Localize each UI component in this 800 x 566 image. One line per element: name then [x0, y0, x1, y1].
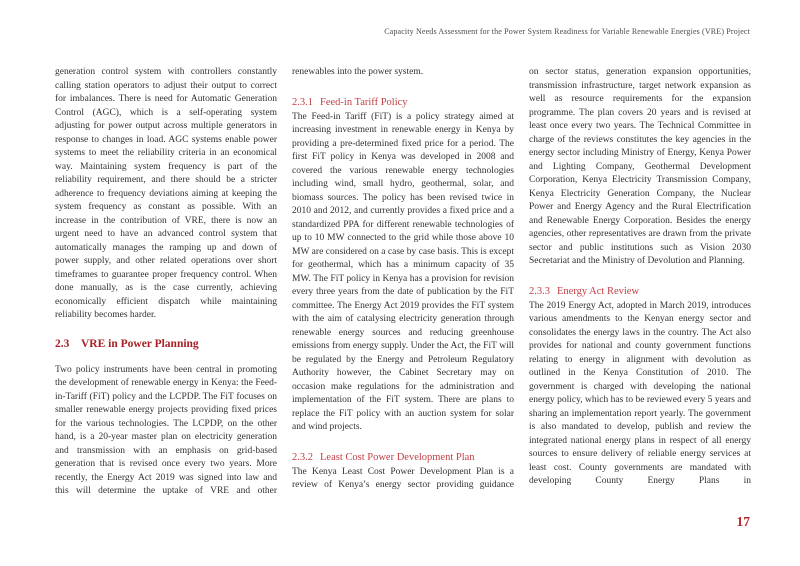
column-2	[292, 66, 514, 499]
section-title: VRE in Power Planning	[81, 337, 199, 350]
paragraph-agc-continuation: generation control system with controllers constantly calling station operators to adjust their output to correct for imbalances. There is need for Automatic Generation Control (AGC), which is a self-operating system adjusting for power output across multiple generators in response to changes in load. AGC systems enable power systems to meet the reliability criteria in an economical way. Maintaining system frequency is part of the reliability requirement, and there should be a stricter adherence to frequency deviations aiming at keeping the system frequency as constant as possible. With an increase in the contribution of VRE, there is now an urgent need to have an advanced control system that automatically manages the ramping up and down of power supply, and other related operations over short timeframes to guarantee proper frequency control. When done manually, as is the case currently, achieving economically efficient dispatch while maintaining reliability becomes harder.	[55, 67, 277, 320]
subsection-heading-2-3-1	[292, 96, 514, 110]
subsection-title: Energy Act Review	[557, 285, 640, 297]
column-1	[55, 66, 277, 499]
paragraph-renewables-continuation: renewables into the power system.	[292, 67, 424, 77]
section-number: 2.3	[55, 337, 70, 350]
subsection-number: 2.3.3	[529, 285, 550, 297]
subsection-title: Least Cost Power Development Plan	[320, 451, 475, 463]
subsection-title: Feed-in Tariff Policy	[320, 96, 408, 108]
subsection-number: 2.3.1	[292, 96, 313, 108]
paragraph-energy-act: The 2019 Energy Act, adopted in March 2019, introduces various amendments to the Kenyan energy sector and consolidates the energy laws in the country. The Act also provides for national and county government functions relating to energy in alignment with devolution as outlined in the Kenya Constitution of 2010. The government is charged with developing the national energy policy, which has to be reviewed every 5 years and sharing an implementation report yearly. The government is also mandated to develop, publish and review the integrated national energy plans in respect of all energy sources to ensure delivery of reliable energy services at least cost. County governments are mandated with developing County Energy Plans in	[529, 300, 751, 486]
paragraph-policy-instruments: Two policy instruments have been central in promoting the development of renewable energy in Kenya: the Feed-in-Tariff (FiT) policy and the LCPDP. The FiT focuses on smaller renewable energy projects providing fixed prices for the various technologies. The LCPDP, on the other hand, is a 20-year master plan on electricity generation and transmission with an emphasis on grid-based generation that is revised once every two years. More recently, the Energy Act 2019 was signed into law and this will determine the uptake of VRE and other	[55, 364, 277, 496]
subsection-number: 2.3.2	[292, 451, 313, 463]
running-header: Capacity Needs Assessment for the Power System Readiness for Variable Renewable Energies (VRE) Project	[384, 27, 750, 36]
paragraph-lcpdp-continuation: on sector status, generation expansion opportunities, transmission infrastructure, target network expansion as well as resource requirements for the expansion programme. The plan covers 20 years and is revised at least once every two years. The Technical Committee in charge of the reviews constitutes the key agencies in the energy sector including Ministry of Energy, Kenya Power and Lighting Company, Geothermal Development Corporation, Kenya Electricity Transmission Company, Kenya Electricity Generation Company, the Nuclear Power and Energy Agency and the Rural Electrification and Renewable Energy Corporation. Besides the energy agencies, other representatives are drawn from the private sector and public institutions such as Vision 2030 Secretariat and the Ministry of Devolution and Planning.	[529, 67, 751, 266]
column-3	[529, 66, 751, 499]
paragraph-lcpdp-intro: The Kenya Least Cost Power Development Plan is a review of Kenya’s energy sector providing guidance	[292, 466, 514, 490]
subsection-heading-2-3-2	[292, 451, 514, 465]
page-number: 17	[736, 514, 750, 529]
text-columns	[55, 66, 751, 499]
section-heading-2-3	[55, 337, 277, 351]
paragraph-feed-in-tariff: The Feed-in Tariff (FiT) is a policy strategy aimed at increasing investment in renewable energy in Kenya by providing a pre-determined fixed price for a period. The first FiT policy in Kenya was developed in 2008 and covered the various renewable energy technologies including wind, small hydro, geothermal, solar, and biomass sources. The policy has been revised twice in 2010 and 2012, and currently provides a fixed price and a standardized PPA for different renewable technologies of up to 10 MW connected to the grid while those above 10 MW are considered on a case by case basis. This is except for geothermal, which has a minimum capacity of 35 MW. The FiT policy in Kenya has a provision for revision every three years from the date of publication by the FiT committee. The Energy Act 2019 provides the FiT system with the aim of catalysing electricity generation through renewable energy sources and reducing greenhouse emissions from energy supply. Under the Act, the FiT will be regulated by the Energy and Petroleum Regulatory Authority however, the Cabinet Secretary may on occasion make regulations for the administration and implementation of the FiT system. There are plans to replace the FiT policy with an auction system for solar and wind projects.	[292, 111, 514, 432]
subsection-heading-2-3-3	[529, 285, 751, 299]
